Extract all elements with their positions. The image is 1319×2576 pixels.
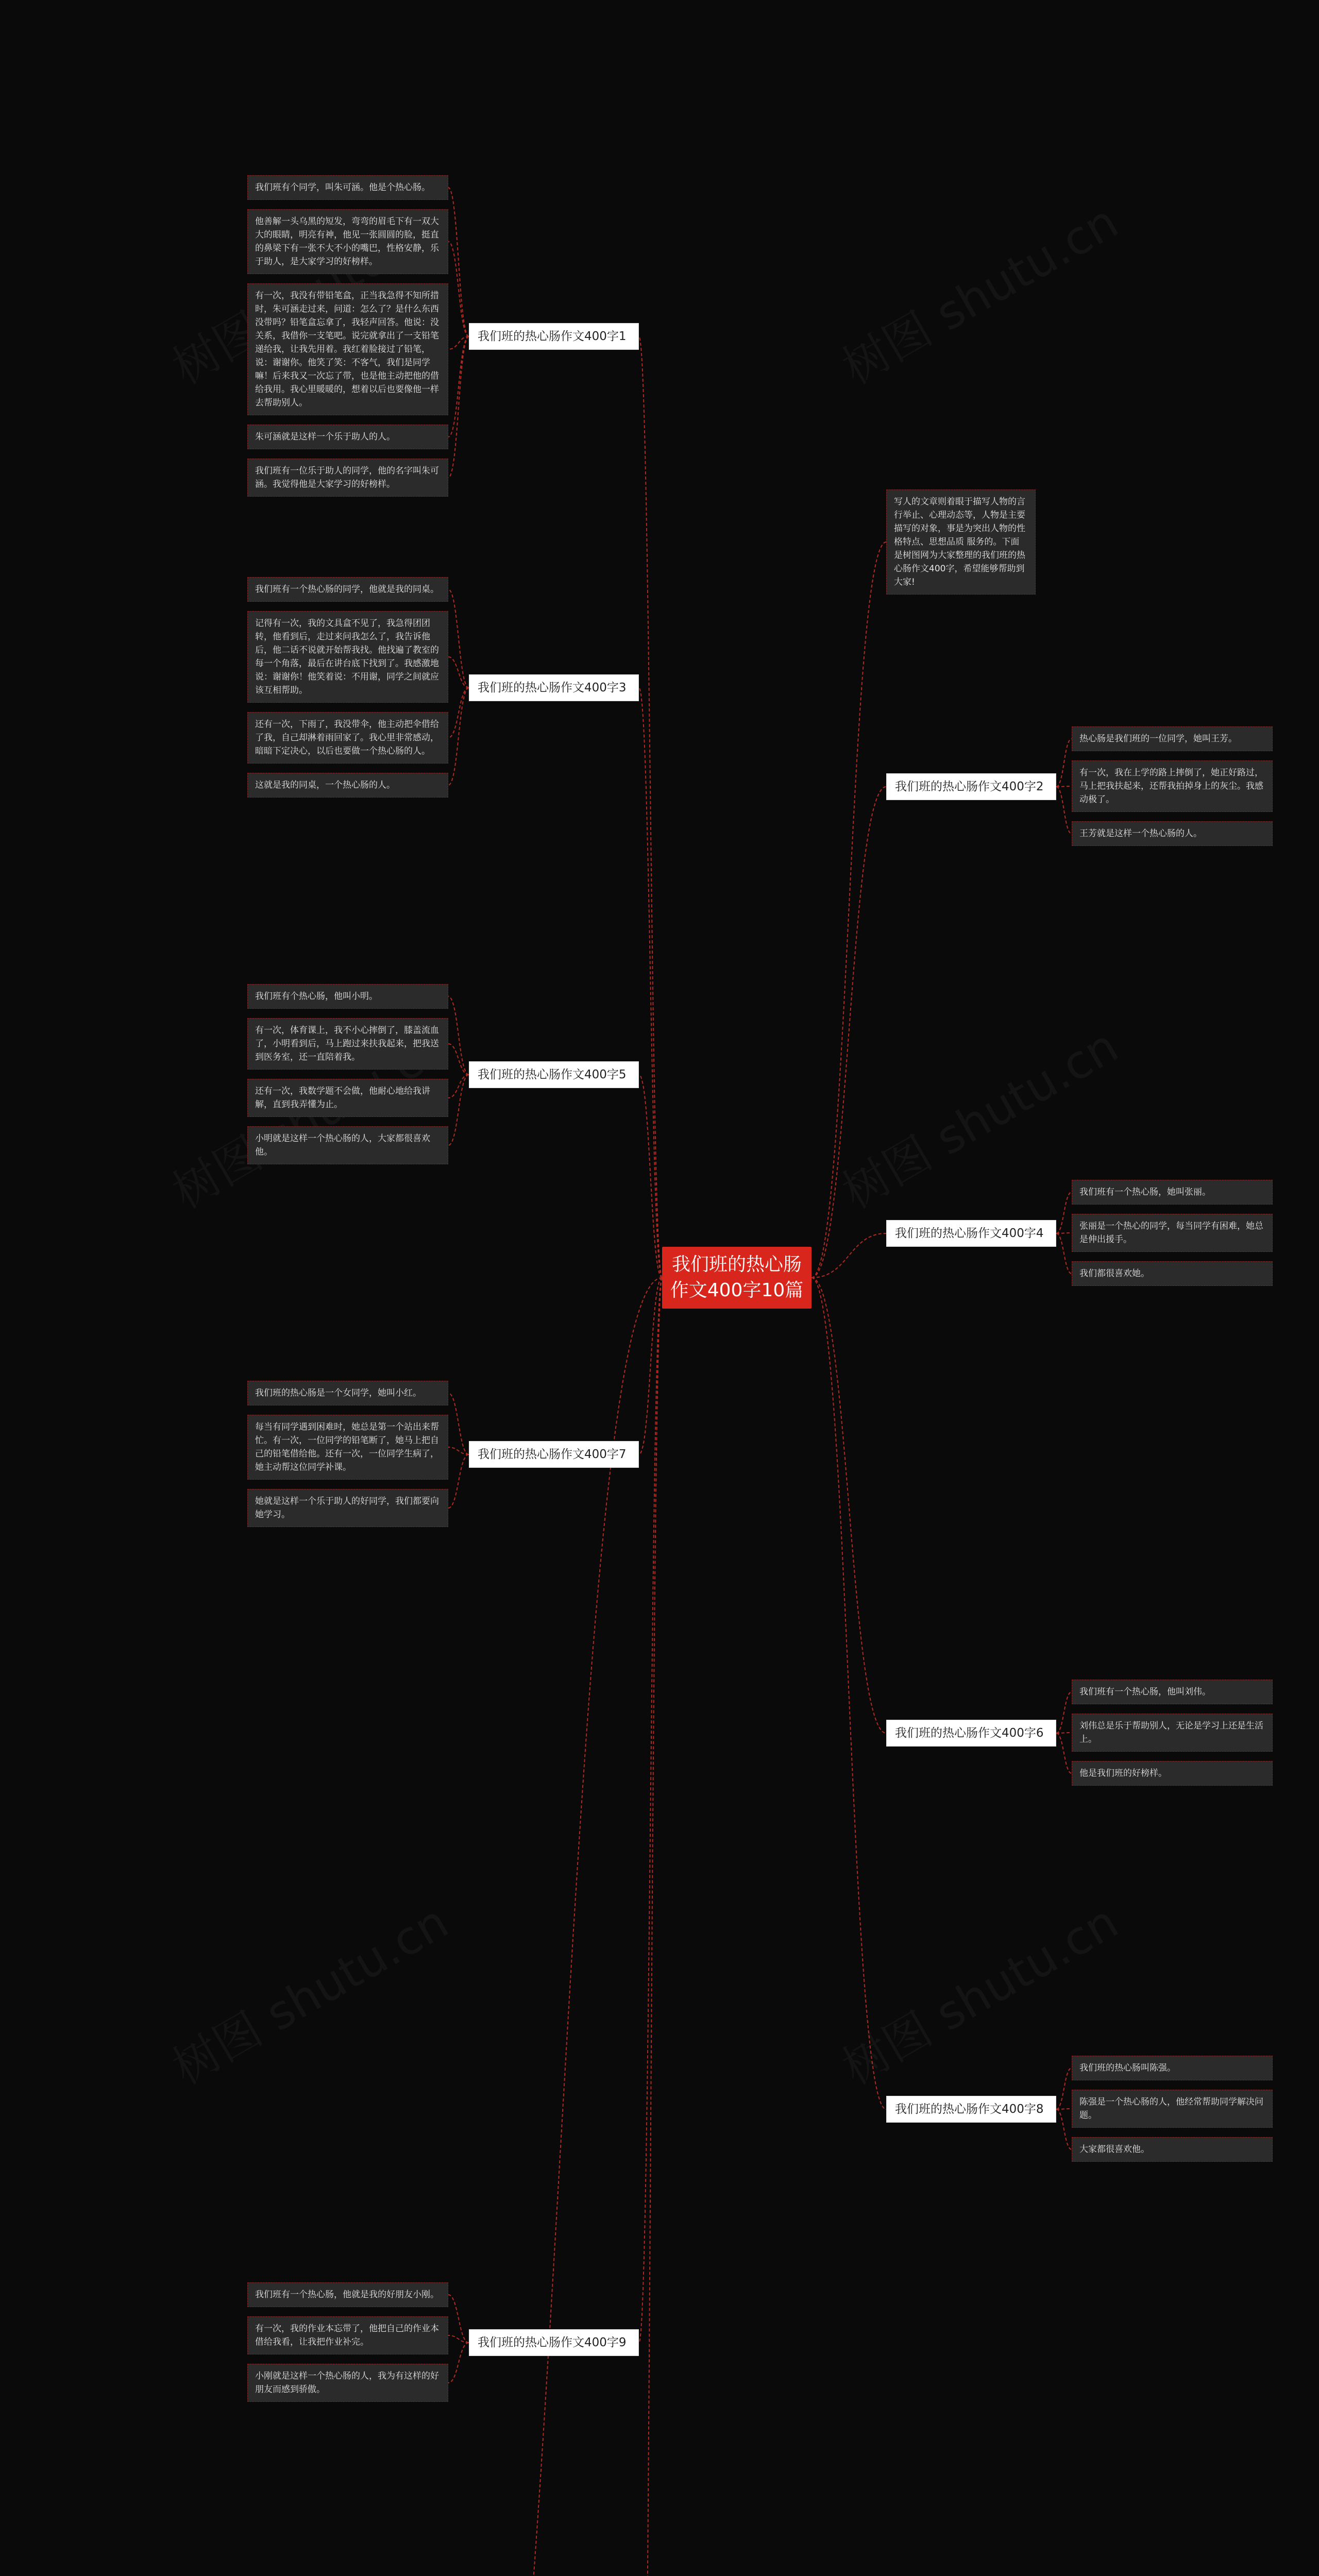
essay-paragraph: 我们班有一个热心肠，他就是我的好朋友小刚。	[247, 2282, 448, 2307]
intro-card: 写人的文章则着眼于描写人物的言行举止、心理动态等，人物是主要描写的对象，事是为突出人物的性格特点、思想品质 服务的。下面是树图网为大家整理的我们班的热心肠作文400字，希望能够帮助到大家!	[886, 489, 1036, 595]
branch-label[interactable]: 我们班的热心肠作文400字4	[886, 1220, 1056, 1247]
essay-paragraph: 他是我们班的好榜样。	[1072, 1761, 1273, 1786]
connector-line	[448, 1044, 469, 1075]
connector-line	[639, 1075, 662, 1278]
connector-line	[1056, 787, 1072, 834]
essay-paragraph: 我们班有个同学，叫朱可涵。他是个热心肠。	[247, 175, 448, 200]
connector-line	[448, 242, 469, 336]
branch-label[interactable]: 我们班的热心肠作文400字7	[469, 1441, 639, 1468]
essay-paragraph: 小明就是这样一个热心肠的人，大家都很喜欢他。	[247, 1126, 448, 1164]
essay-paragraph: 我们都很喜欢她。	[1072, 1261, 1273, 1286]
connector-line	[448, 996, 469, 1075]
essay-paragraph: 朱可涵就是这样一个乐于助人的人。	[247, 425, 448, 449]
connector-line	[639, 688, 662, 1278]
essay-paragraph: 这就是我的同桌，一个热心肠的人。	[247, 773, 448, 798]
branch-label[interactable]: 我们班的热心肠作文400字6	[886, 1720, 1056, 1747]
connector-line	[1056, 1733, 1072, 1773]
branch-label[interactable]: 我们班的热心肠作文400字8	[886, 2096, 1056, 2123]
branch-label[interactable]: 我们班的热心肠作文400字9	[469, 2329, 639, 2356]
root-topic[interactable]: 我们班的热心肠作文400字10篇	[662, 1247, 811, 1309]
essay-paragraph: 大家都很喜欢他。	[1072, 2137, 1273, 2162]
essay-paragraph: 他善解一头乌黑的短发，弯弯的眉毛下有一双大大的眼睛，明亮有神，他见一张圆圆的脸，挺直的鼻梁下有一张不大不小的嘴巴，性格安静，乐于助人，是大家学习的好榜样。	[247, 209, 448, 274]
connector-line	[459, 1278, 662, 2576]
essay-paragraph: 有一次，我的作业本忘带了，他把自己的作业本借给我看，让我把作业补完。	[247, 2316, 448, 2354]
connector-line	[448, 589, 469, 688]
branch-label[interactable]: 我们班的热心肠作文400字3	[469, 674, 639, 701]
essay-paragraph: 热心肠是我们班的一位同学，她叫王芳。	[1072, 726, 1273, 751]
essay-paragraph: 刘伟总是乐于帮助别人，无论是学习上还是生活上。	[1072, 1714, 1273, 1752]
watermark	[158, 1885, 458, 2097]
connector-line	[448, 1393, 469, 1454]
essay-paragraph: 有一次，我没有带铅笔盒，正当我急得不知所措时，朱可涵走过来，问道：怎么了？是什么东西没带吗？铅笔盒忘拿了，我轻声回答。他说：没关系，我借你一支笔吧。说完就拿出了一支铅笔递给我，让我先用着。我红着脸接过了铅笔，说：谢谢你。他笑了笑：不客气，我们是同学嘛！后来我又一次忘了带，也是他主动把他的借给我用。我心里暖暖的，想着以后也要像他一样去帮助别人。	[247, 283, 448, 415]
essay-paragraph: 我们班有一个热心肠，她叫张丽。	[1072, 1180, 1273, 1205]
essay-paragraph: 我们班有一个热心肠，他叫刘伟。	[1072, 1680, 1273, 1704]
connector-line	[1056, 1692, 1072, 1733]
connector-line	[811, 542, 886, 1278]
connector-line	[448, 1075, 469, 1098]
branch-label[interactable]: 我们班的热心肠作文400字2	[886, 773, 1056, 800]
connector-line	[1056, 2068, 1072, 2109]
connector-line	[1056, 1192, 1072, 1233]
connector-line	[811, 1278, 886, 2109]
essay-paragraph: 张丽是一个热心的同学，每当同学有困难，她总是伸出援手。	[1072, 1214, 1273, 1252]
connector-line	[448, 2295, 469, 2343]
connector-line	[811, 787, 886, 1278]
connector-line	[448, 2335, 469, 2343]
connector-line	[448, 2343, 469, 2383]
essay-paragraph: 我们班有个热心肠，他叫小明。	[247, 984, 448, 1009]
connector-line	[811, 1278, 886, 1733]
connector-line	[448, 336, 469, 437]
connector-line	[639, 336, 662, 1278]
essay-paragraph: 小刚就是这样一个热心肠的人，我为有这样的好朋友而感到骄傲。	[247, 2364, 448, 2402]
essay-paragraph: 她就是这样一个乐于助人的好同学，我们都要向她学习。	[247, 1489, 448, 1527]
connector-line	[639, 1278, 662, 2343]
connector-line	[448, 1447, 469, 1454]
connector-line	[448, 657, 469, 688]
connector-line	[448, 1075, 469, 1145]
connector-line	[811, 1233, 886, 1278]
connector-line	[448, 188, 469, 336]
connector-line	[448, 336, 469, 478]
essay-paragraph: 还有一次，我数学题不会做，他耐心地给我讲解，直到我弄懂为止。	[247, 1079, 448, 1117]
connector-line	[639, 1278, 662, 1454]
connector-line	[639, 1278, 662, 2576]
essay-paragraph: 我们班的热心肠叫陈强。	[1072, 2056, 1273, 2080]
essay-paragraph: 还有一次，下雨了，我没带伞，他主动把伞借给了我，自己却淋着雨回家了。我心里非常感动，暗暗下定决心，以后也要做一个热心肠的人。	[247, 712, 448, 764]
essay-paragraph: 我们班有一位乐于助人的同学，他的名字叫朱可涵。我觉得他是大家学习的好榜样。	[247, 459, 448, 497]
connector-line	[448, 1454, 469, 1508]
essay-paragraph: 陈强是一个热心肠的人，他经常帮助同学解决问题。	[1072, 2090, 1273, 2128]
watermark	[828, 185, 1128, 397]
connector-line	[1056, 739, 1072, 787]
essay-paragraph: 我们班有一个热心肠的同学，他就是我的同桌。	[247, 577, 448, 602]
essay-paragraph: 记得有一次，我的文具盒不见了，我急得团团转，他看到后，走过来问我怎么了，我告诉他后，他二话不说就开始帮我找。他找遍了教室的每一个角落，最后在讲台底下找到了。我感激地说：谢谢你！他笑着说：不用谢，同学之间就应该互相帮助。	[247, 611, 448, 703]
essay-paragraph: 有一次，体育课上，我不小心摔倒了，膝盖流血了，小明看到后，马上跑过来扶我起来，把我送到医务室，还一直陪着我。	[247, 1018, 448, 1070]
connector-line	[1056, 2109, 1072, 2149]
connector-line	[1056, 786, 1072, 787]
connector-line	[1056, 1233, 1072, 1274]
connector-line	[448, 336, 469, 349]
branch-label[interactable]: 我们班的热心肠作文400字5	[469, 1061, 639, 1088]
essay-paragraph: 王芳就是这样一个热心肠的人。	[1072, 821, 1273, 846]
essay-paragraph: 有一次，我在上学的路上摔倒了，她正好路过，马上把我扶起来，还帮我拍掉身上的灰尘。我感动极了。	[1072, 760, 1273, 812]
connector-line	[448, 688, 469, 738]
essay-paragraph: 每当有同学遇到困难时，她总是第一个站出来帮忙。有一次，一位同学的铅笔断了，她马上把自己的铅笔借给他。还有一次，一位同学生病了，她主动帮这位同学补课。	[247, 1415, 448, 1480]
branch-label[interactable]: 我们班的热心肠作文400字1	[469, 323, 639, 350]
connector-line	[448, 688, 469, 785]
essay-paragraph: 我们班的热心肠是一个女同学，她叫小红。	[247, 1381, 448, 1405]
